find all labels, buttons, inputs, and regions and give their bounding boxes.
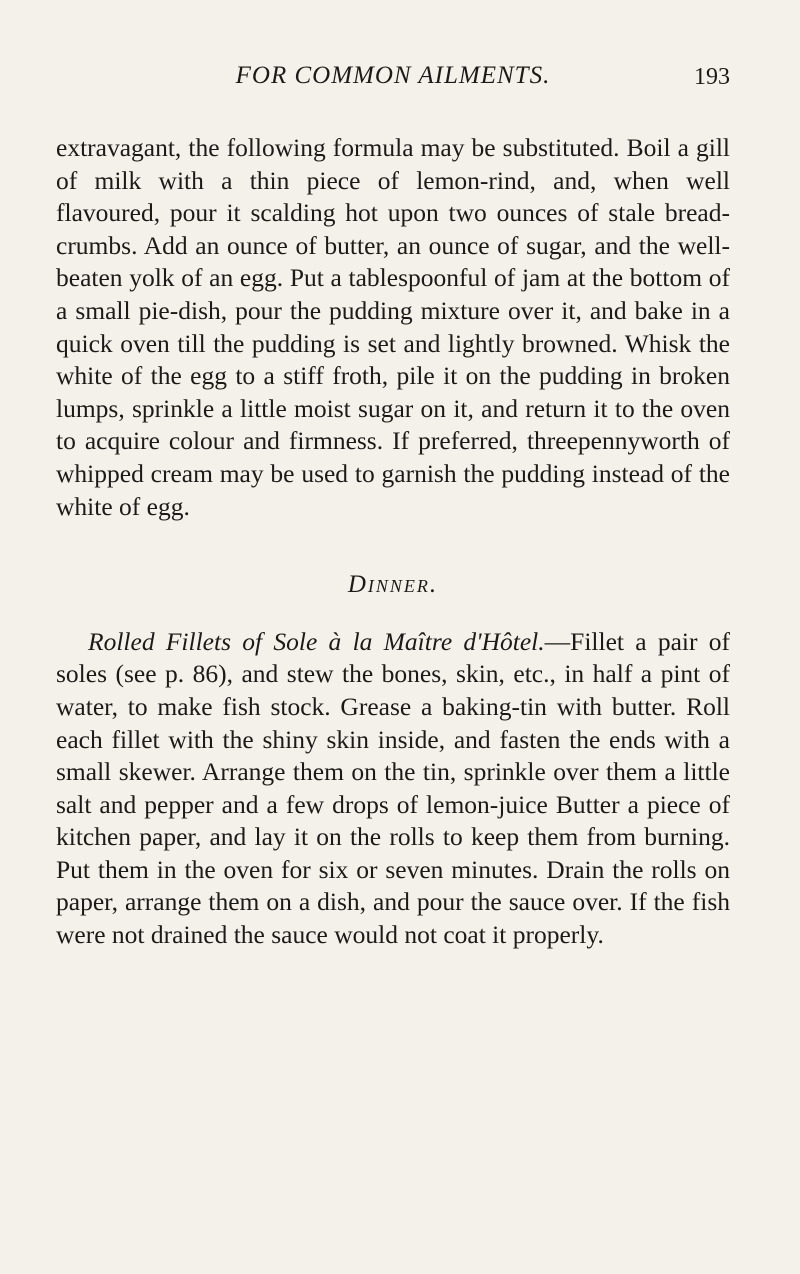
page-body xyxy=(56,132,730,952)
recipe-title: Rolled Fillets of Sole à la Maître d'Hôtel. xyxy=(88,626,545,656)
running-title: FOR COMMON AILMENTS. xyxy=(235,62,551,89)
recipe-text: Fillet a pair of soles (see p. 86), and stew the bones, skin, etc., in half a pint of water, to make fish stock. Grease a baking-tin with butter. Roll each fillet with the shiny skin inside, and fasten the ends with a small skewer. Arrange them on the tin, sprinkle over them a little salt and pepper and a few drops of lemon-juice Butter a piece of kitchen paper, and lay it on the rolls to keep them from burning. Put them in the oven for six or seven minutes. Drain the rolls on paper, arrange them on a dish, and pour the sauce over. If the fish were not drained the sauce would not coat it properly. xyxy=(56,626,730,950)
paragraph-continuation: extravagant, the following formula may be substituted. Boil a gill of milk with a thin piece of lemon-rind, and, when well flavoured, pour it scalding hot upon two ounces of stale bread-crumbs. Add an ounce of butter, an ounce of sugar, and the well-beaten yolk of an egg. Put a tablespoonful of jam at the bottom of a small pie-dish, pour the pudding mixture over it, and bake in a quick oven till the pudding is set and lightly browned. Whisk the white of the egg to a stiff froth, pile it on the pudding in broken lumps, sprinkle a little moist sugar on it, and return it to the oven to acquire colour and firmness. If preferred, threepennyworth of whipped cream may be used to garnish the pudding instead of the white of egg. xyxy=(56,133,730,521)
recipe-dash: — xyxy=(544,626,571,656)
recipe-paragraph xyxy=(56,626,730,952)
running-header xyxy=(56,60,730,108)
page-number: 193 xyxy=(694,64,730,90)
section-heading-dinner: Dinner. xyxy=(347,571,439,599)
